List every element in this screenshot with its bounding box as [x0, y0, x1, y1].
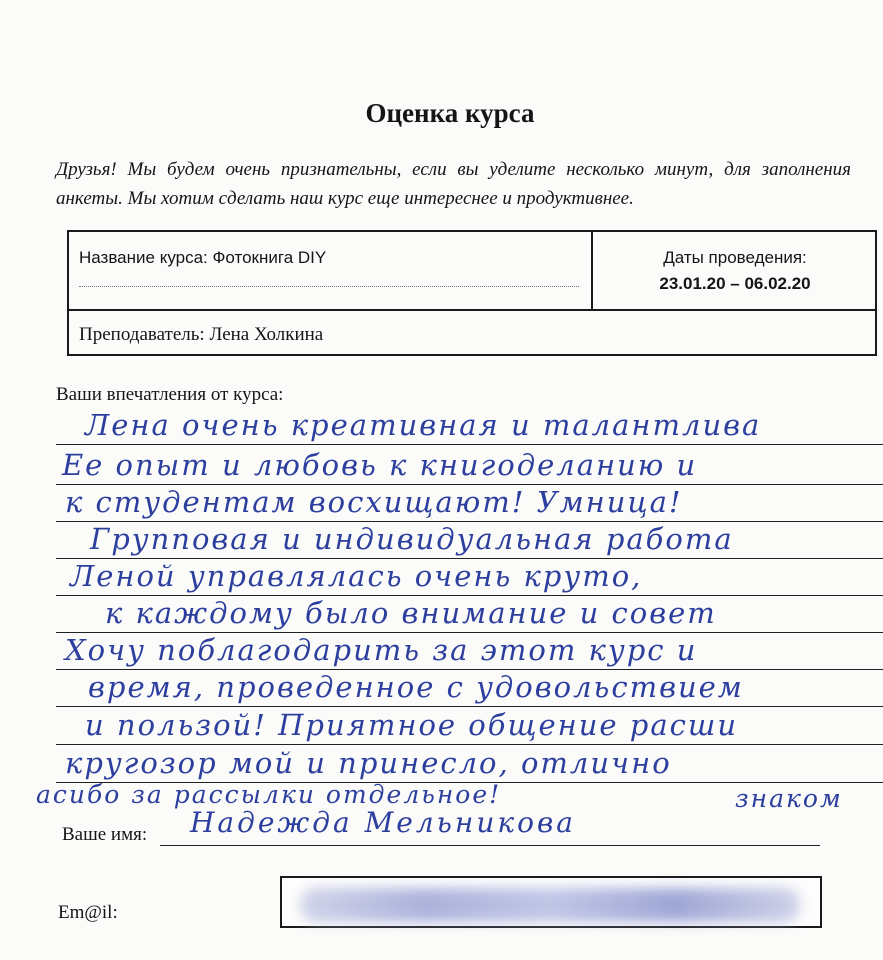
answer-rule [56, 706, 883, 707]
handwritten-line: Леной управлялась очень круто, [70, 559, 643, 593]
handwritten-name: Надежда Мельникова [190, 806, 576, 839]
handwritten-line: Ее опыт и любовь к книгоделанию и [62, 448, 698, 482]
course-name-dotted-line [79, 286, 579, 287]
email-label: Em@il: [58, 902, 118, 923]
teacher-name: Преподаватель: Лена Холкина [79, 324, 324, 345]
dates-label: Даты проведения: [663, 248, 807, 267]
course-name: Название курса: Фотокнига DIY [79, 248, 327, 267]
dates-value: 23.01.20 – 06.02.20 [659, 274, 811, 293]
course-info-box [67, 230, 877, 356]
name-label: Ваше имя: [62, 824, 148, 845]
handwritten-line: к каждому было внимание и совет [105, 596, 717, 630]
impressions-label: Ваши впечатления от курса: [56, 384, 284, 405]
answer-rule [56, 444, 883, 445]
email-redacted-blur [300, 888, 800, 922]
handwritten-line: асибо за рассылки отдельное! [36, 780, 502, 809]
handwritten-line: к студентам восхищают! Умница! [65, 485, 683, 519]
box-divider-horizontal [69, 309, 875, 311]
handwritten-line: Лена очень креативная и талантлива [85, 408, 762, 442]
name-rule [160, 845, 820, 846]
handwritten-line: кругозор мой и принесло, отлично [65, 746, 672, 780]
handwritten-line: знаком [735, 784, 843, 813]
handwritten-line: Хочу поблагодарить за этот курс и [65, 633, 698, 667]
page-title: Оценка курса [365, 98, 535, 128]
handwritten-line: Групповая и индивидуальная работа [90, 522, 734, 556]
answer-rule [56, 744, 883, 745]
course-dates [593, 245, 877, 297]
handwritten-line: и пользой! Приятное общение расши [85, 708, 739, 742]
intro-text: Друзья! Мы будем очень признательны, если вы уделите несколько минут, для заполнения анкеты. Мы хотим сделать наш курс еще интереснее и продуктивнее. [56, 159, 851, 209]
handwritten-line: время, проведенное с удовольствием [88, 670, 744, 704]
